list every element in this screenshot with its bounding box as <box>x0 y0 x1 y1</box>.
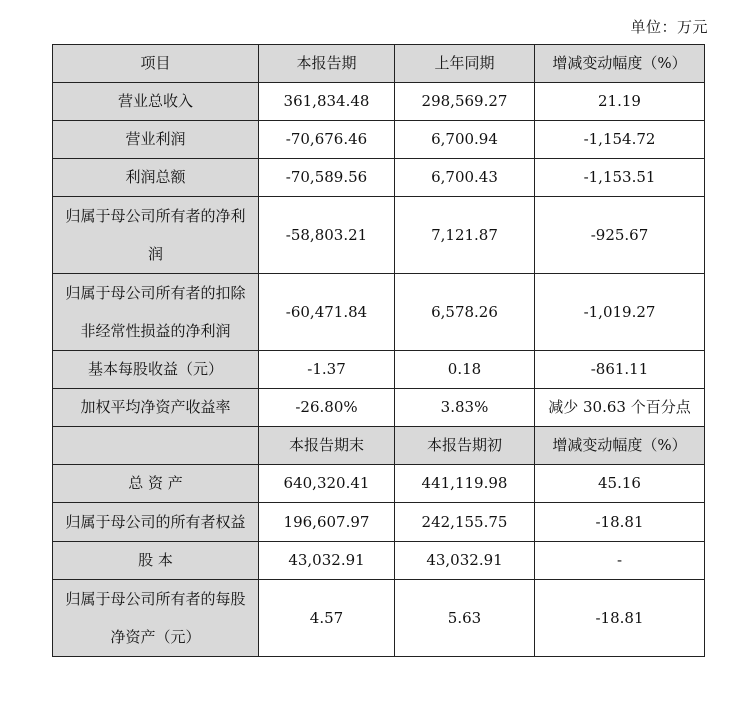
cell-value: -1,019.27 <box>535 274 705 351</box>
cell-value: -925.67 <box>535 197 705 274</box>
cell-value: 0.18 <box>395 351 535 389</box>
header-prior-period: 上年同期 <box>395 45 535 83</box>
header-current-period: 本报告期 <box>259 45 395 83</box>
table-row <box>53 389 705 427</box>
row-label: 归属于母公司的所有者权益 <box>53 503 259 542</box>
row-label: 基本每股收益（元） <box>53 351 259 389</box>
cell-value: 3.83% <box>395 389 535 427</box>
table-row <box>53 121 705 159</box>
row-label: 利润总额 <box>53 159 259 197</box>
table-row <box>53 159 705 197</box>
row-label: 归属于母公司所有者的净利润 <box>53 197 259 274</box>
cell-value: 196,607.97 <box>259 503 395 542</box>
cell-value: 6,578.26 <box>395 274 535 351</box>
unit-label: 单位：万元 <box>630 18 708 36</box>
header-change-pct: 增减变动幅度（%） <box>535 45 705 83</box>
row-label: 归属于母公司所有者的扣除非经常性损益的净利润 <box>53 274 259 351</box>
cell-value: 6,700.43 <box>395 159 535 197</box>
cell-value: 5.63 <box>395 580 535 657</box>
cell-value: 43,032.91 <box>395 542 535 580</box>
cell-value: -18.81 <box>535 580 705 657</box>
cell-value: -26.80% <box>259 389 395 427</box>
cell-value: -70,676.46 <box>259 121 395 159</box>
cell-value: 298,569.27 <box>395 83 535 121</box>
table-row <box>53 197 705 274</box>
cell-value: 减少 30.63 个百分点 <box>535 389 705 427</box>
cell-value: -1.37 <box>259 351 395 389</box>
subheader-blank <box>53 427 259 465</box>
cell-value: 4.57 <box>259 580 395 657</box>
table-row <box>53 465 705 503</box>
header-item: 项目 <box>53 45 259 83</box>
table-subheader-row <box>53 427 705 465</box>
cell-value: -58,803.21 <box>259 197 395 274</box>
cell-value: -861.11 <box>535 351 705 389</box>
header-period-start: 本报告期初 <box>395 427 535 465</box>
cell-value: 7,121.87 <box>395 197 535 274</box>
table-row <box>53 503 705 542</box>
row-label: 总 资 产 <box>53 465 259 503</box>
financial-summary-table <box>52 44 705 657</box>
row-label: 归属于母公司所有者的每股净资产（元） <box>53 580 259 657</box>
cell-value: 441,119.98 <box>395 465 535 503</box>
row-label: 股 本 <box>53 542 259 580</box>
cell-value: -18.81 <box>535 503 705 542</box>
table-row <box>53 351 705 389</box>
header-change-pct: 增减变动幅度（%） <box>535 427 705 465</box>
cell-value: -1,153.51 <box>535 159 705 197</box>
row-label: 加权平均净资产收益率 <box>53 389 259 427</box>
cell-value: 6,700.94 <box>395 121 535 159</box>
cell-value: 361,834.48 <box>259 83 395 121</box>
cell-value: 45.16 <box>535 465 705 503</box>
table-row <box>53 274 705 351</box>
cell-value: -60,471.84 <box>259 274 395 351</box>
header-period-end: 本报告期末 <box>259 427 395 465</box>
table-row <box>53 542 705 580</box>
table-header-row <box>53 45 705 83</box>
cell-value: -70,589.56 <box>259 159 395 197</box>
cell-value: - <box>535 542 705 580</box>
table-row <box>53 580 705 657</box>
cell-value: 43,032.91 <box>259 542 395 580</box>
cell-value: -1,154.72 <box>535 121 705 159</box>
row-label: 营业总收入 <box>53 83 259 121</box>
table-row <box>53 83 705 121</box>
cell-value: 640,320.41 <box>259 465 395 503</box>
cell-value: 21.19 <box>535 83 705 121</box>
cell-value: 242,155.75 <box>395 503 535 542</box>
row-label: 营业利润 <box>53 121 259 159</box>
